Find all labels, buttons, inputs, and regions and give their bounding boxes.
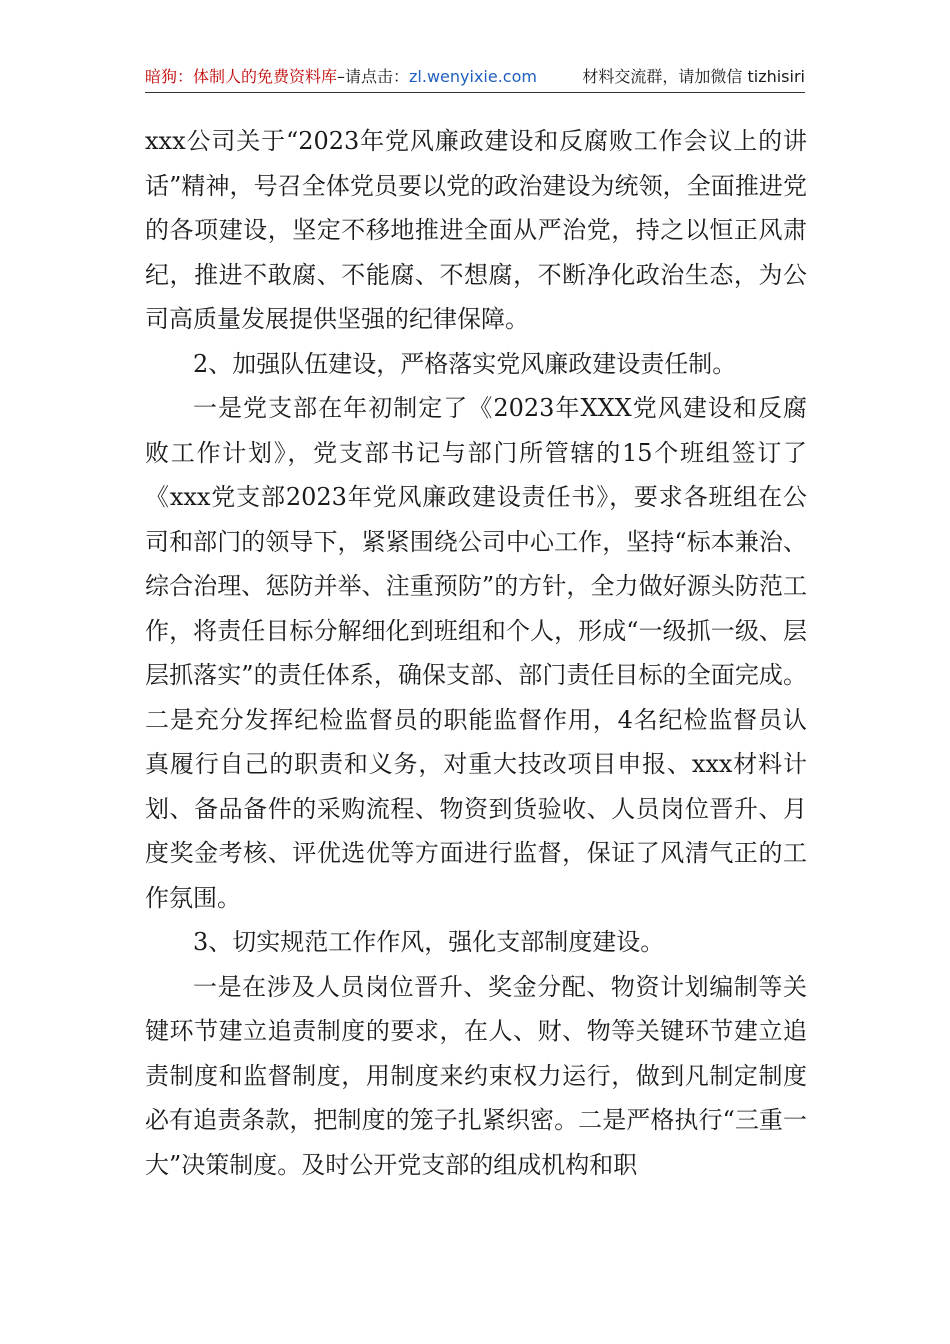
paragraph: xxx公司关于“2023年党风廉政建设和反腐败工作会议上的讲话”精神，号召全体党员要以党的政治建设为统领，全面推进党的各项建设，坚定不移地推进全面从严治党，持之以恒正风肃纪，推进不敢腐、不能腐、不想腐，不断净化政治生态，为公司高质量发展提供坚强的纪律保障。 xyxy=(145,127,807,333)
page-header xyxy=(145,62,805,93)
wechat-note: 材料交流群，请加微信 tizhisiri xyxy=(582,67,805,86)
site-url-link[interactable]: zl.wenyixie.com xyxy=(409,67,537,86)
site-label: 暗狗：体制人的免费资料库 xyxy=(145,67,338,86)
header-left xyxy=(145,62,537,92)
paragraph: 一是党支部在年初制定了《2023年XXX党风建设和反腐败工作计划》，党支部书记与部门所管辖的15个班组签订了《xxx党支部2023年党风廉政建设责任书》，要求各班组在公司和部门的领导下，紧紧围绕公司中心工作，坚持“标本兼治、综合治理、惩防并举、注重预防”的方针，全力做好源头防范工作，将责任目标分解细化到班组和个人，形成“一级抓一级、层层抓落实”的责任体系，确保支部、部门责任目标的全面完成。二是充分发挥纪检监督员的职能监督作用，4名纪检监督员认真履行自己的职责和义务，对重大技改项目申报、xxx材料计划、备品备件的采购流程、物资到货验收、人员岗位晋升、月度奖金考核、评优选优等方面进行监督，保证了风清气正的工作氛围。 xyxy=(145,394,807,912)
click-prompt: –请点击： xyxy=(337,67,410,86)
section-heading-2: 2、加强队伍建设，严格落实党风廉政建设责任制。 xyxy=(193,349,737,378)
document-body xyxy=(145,119,807,1187)
paragraph: 一是在涉及人员岗位晋升、奖金分配、物资计划编制等关键环节建立追责制度的要求，在人、财、物等关键环节建立追责制度和监督制度，用制度来约束权力运行，做到凡制定制度必有追责条款，把制度的笼子扎紧织密。二是严格执行“三重一大”决策制度。及时公开党支部的组成机构和职 xyxy=(145,972,807,1179)
section-heading-3: 3、切实规范工作作风，强化支部制度建设。 xyxy=(193,928,665,956)
